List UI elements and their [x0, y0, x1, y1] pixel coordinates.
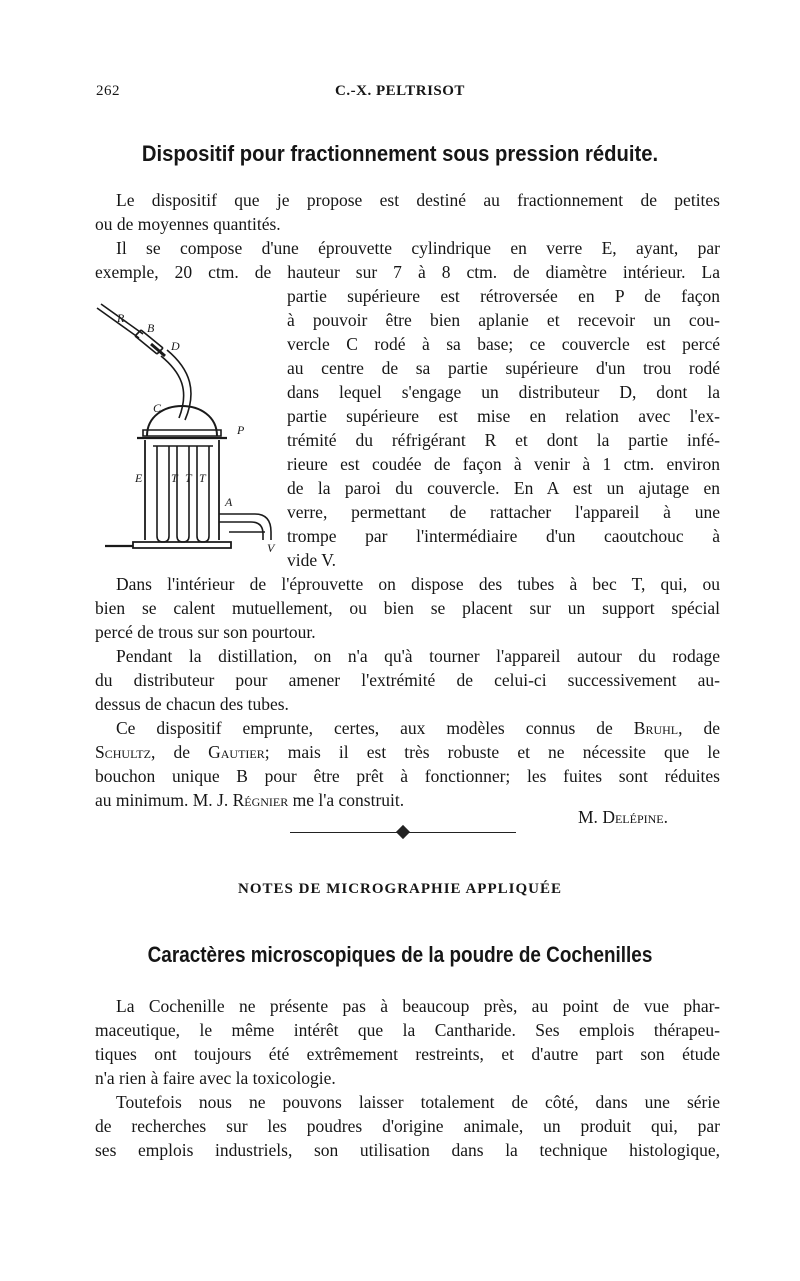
text-line: bouchon unique B pour être prêt à fonctionner; les fuites sont réduites	[95, 766, 720, 786]
text-line: percé de trous sur son pourtour.	[95, 622, 316, 642]
text-line: de recherches sur les poudres d'origine animale, un produit qui, par	[95, 1116, 720, 1136]
text-line: Ce dispositif emprunte, certes, aux modèles connus de Bruhl, de	[116, 718, 720, 738]
text-line: rieure est coudée de façon à venir à 1 ctm. environ	[287, 454, 720, 474]
text-line: au minimum. M. J. Régnier me l'a construit.	[95, 790, 405, 810]
text-line: au centre de sa partie supérieure d'un trou rodé	[287, 358, 720, 378]
apparatus-figure	[95, 300, 285, 560]
label-d: D	[171, 339, 180, 353]
label-t3: T	[199, 471, 206, 485]
text-line: Il se compose d'une éprouvette cylindrique en verre E, ayant, par	[116, 238, 720, 258]
text-line: Pendant la distillation, on n'a qu'à tourner l'appareil autour du rodage	[116, 646, 720, 666]
text-line: bien se calent mutuellement, ou bien se placent sur un support spécial	[95, 598, 720, 618]
text-line: partie supérieure est rétroversée en P de façon	[287, 286, 720, 306]
text-line: ses emplois industriels, son utilisation dans la technique histologique,	[95, 1140, 720, 1160]
article-title: Dispositif pour fractionnement sous pression réduite.	[141, 141, 659, 166]
text-line: vide V.	[287, 550, 336, 570]
text-line: dessus de chacun des tubes.	[95, 694, 289, 714]
text-line: de la paroi du couvercle. En A est un ajutage en	[287, 478, 720, 498]
signature: M. Delépine.	[578, 807, 668, 827]
text-line: exemple, 20 ctm. de hauteur sur 7 à 8 ctm. de diamètre intérieur. La	[95, 262, 720, 282]
text-line: tiques ont toujours été extrêmement restreints, et d'autre part son étude	[95, 1044, 720, 1064]
article-title: Caractères microscopiques de la poudre de Cochenilles	[147, 942, 653, 967]
text-line: Le dispositif que je propose est destiné au fractionnement de petites	[116, 190, 720, 210]
text-line: partie supérieure est mise en relation avec l'ex-	[287, 406, 720, 426]
text-line: Schultz, de Gautier; mais il est très robuste et ne nécessite que le	[95, 742, 720, 762]
label-r: R	[117, 311, 125, 325]
text-line: Toutefois nous ne pouvons laisser totalement de côté, dans une série	[116, 1092, 720, 1112]
text-line: dans lequel s'engage un distributeur D, dont la	[287, 382, 720, 402]
label-t2: T	[185, 471, 192, 485]
text-line: n'a rien à faire avec la toxicologie.	[95, 1068, 336, 1088]
label-p: P	[237, 423, 245, 437]
page-number: 262	[96, 83, 120, 99]
label-e: E	[135, 471, 143, 485]
text-line: La Cochenille ne présente pas à beaucoup près, au point de vue phar-	[116, 996, 720, 1016]
text-line: maceutique, le même intérêt que la Cantharide. Ses emplois thérapeu-	[95, 1020, 720, 1040]
section-heading: NOTES DE MICROGRAPHIE APPLIQUÉE	[238, 881, 562, 897]
text-line: verre, permettant de rattacher l'appareil à une	[287, 502, 720, 522]
label-v: V	[267, 541, 275, 555]
text-line: du distributeur pour amener l'extrémité de celui-ci successivement au-	[95, 670, 720, 690]
text-line: ou de moyennes quantités.	[95, 214, 281, 234]
label-a: A	[225, 495, 233, 509]
text-line: Dans l'intérieur de l'éprouvette on dispose des tubes à bec T, qui, ou	[116, 574, 720, 594]
text-line: vercle C rodé à sa base; ce couvercle est percé	[287, 334, 720, 354]
separator-diamond	[396, 825, 410, 839]
label-t1: T	[171, 471, 178, 485]
text-line: trompe par l'intermédiaire d'un caoutchouc à	[287, 526, 720, 546]
text-line: trémité du réfrigérant R et dont la partie infé-	[287, 430, 720, 450]
label-c: C	[153, 401, 162, 415]
running-title: C.-X. PELTRISOT	[335, 83, 465, 99]
label-b: B	[147, 321, 155, 335]
text-line: à pouvoir être bien aplanie et recevoir un cou-	[287, 310, 720, 330]
